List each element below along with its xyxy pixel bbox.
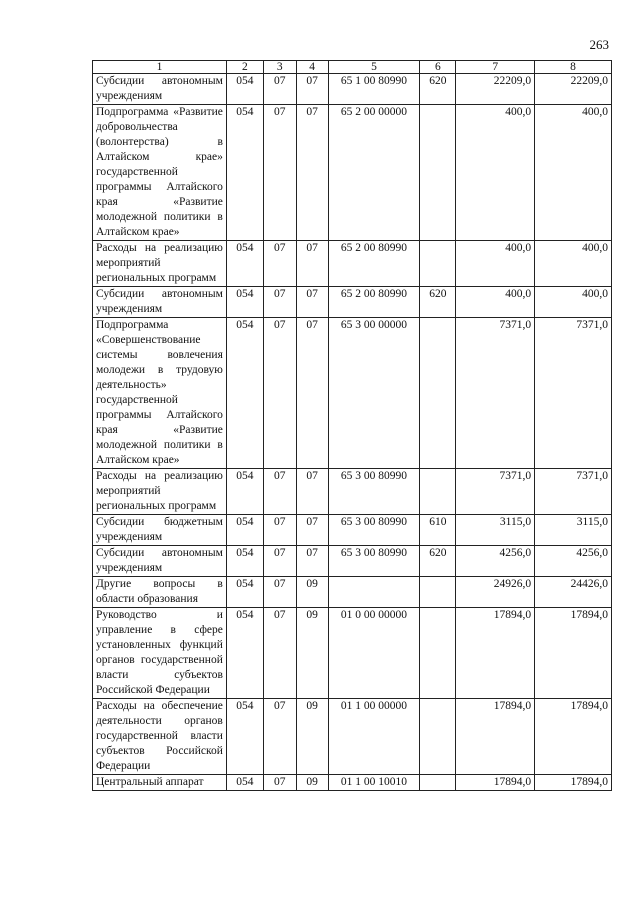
target-article-cell	[328, 577, 420, 608]
header-cell: 2	[226, 61, 263, 74]
amount-cell-col7: 400,0	[456, 105, 535, 241]
amount-cell-col8: 400,0	[535, 241, 612, 287]
table-row	[93, 515, 612, 546]
ministry-code-cell: 054	[226, 699, 263, 775]
amount-cell-col8: 400,0	[535, 287, 612, 318]
header-cell: 4	[296, 61, 328, 74]
section-cell: 07	[263, 546, 296, 577]
table-row	[93, 699, 612, 775]
item-name-cell: Субсидии автономным учреждениям	[93, 546, 227, 577]
subsection-cell: 09	[296, 699, 328, 775]
ministry-code-cell: 054	[226, 515, 263, 546]
item-name-cell: Расходы на реализацию мероприятий региональных программ	[93, 469, 227, 515]
expense-type-cell	[420, 469, 456, 515]
item-name-cell: Расходы на реализацию мероприятий региональных программ	[93, 241, 227, 287]
amount-cell-col8: 3115,0	[535, 515, 612, 546]
subsection-cell: 07	[296, 469, 328, 515]
expense-type-cell: 620	[420, 287, 456, 318]
amount-cell-col8: 24426,0	[535, 577, 612, 608]
budget-table	[92, 60, 612, 791]
amount-cell-col7: 7371,0	[456, 469, 535, 515]
subsection-cell: 07	[296, 105, 328, 241]
target-article-cell: 65 2 00 00000	[328, 105, 420, 241]
subsection-cell: 07	[296, 318, 328, 469]
expense-type-cell	[420, 241, 456, 287]
expense-type-cell	[420, 775, 456, 791]
section-cell: 07	[263, 74, 296, 105]
ministry-code-cell: 054	[226, 74, 263, 105]
target-article-cell: 01 0 00 00000	[328, 608, 420, 699]
item-name-cell: Подпрограмма «Совершенствование системы вовлечения молодежи в трудовую деятельность» государственной программы Алтайского края «Развитие молодежной политики в Алтайском крае»	[93, 318, 227, 469]
amount-cell-col7: 24926,0	[456, 577, 535, 608]
ministry-code-cell: 054	[226, 546, 263, 577]
amount-cell-col8: 400,0	[535, 105, 612, 241]
subsection-cell: 07	[296, 287, 328, 318]
ministry-code-cell: 054	[226, 469, 263, 515]
amount-cell-col8: 7371,0	[535, 469, 612, 515]
header-cell: 1	[93, 61, 227, 74]
subsection-cell: 09	[296, 775, 328, 791]
expense-type-cell	[420, 105, 456, 241]
amount-cell-col8: 7371,0	[535, 318, 612, 469]
amount-cell-col8: 17894,0	[535, 608, 612, 699]
expense-type-cell: 610	[420, 515, 456, 546]
target-article-cell: 65 3 00 00000	[328, 318, 420, 469]
section-cell: 07	[263, 775, 296, 791]
item-name-cell: Центральный аппарат	[93, 775, 227, 791]
section-cell: 07	[263, 241, 296, 287]
table-row	[93, 608, 612, 699]
header-cell: 6	[420, 61, 456, 74]
header-cell: 7	[456, 61, 535, 74]
table-row	[93, 105, 612, 241]
ministry-code-cell: 054	[226, 577, 263, 608]
section-cell: 07	[263, 515, 296, 546]
amount-cell-col7: 7371,0	[456, 318, 535, 469]
item-name-cell: Подпрограмма «Развитие добровольчества (волонтерства) в Алтайском крае» государственной программы Алтайского края «Развитие молодежной политики в Алтайском крае»	[93, 105, 227, 241]
target-article-cell: 01 1 00 00000	[328, 699, 420, 775]
ministry-code-cell: 054	[226, 775, 263, 791]
header-cell: 5	[328, 61, 420, 74]
amount-cell-col7: 3115,0	[456, 515, 535, 546]
amount-cell-col8: 22209,0	[535, 74, 612, 105]
item-name-cell: Другие вопросы в области образования	[93, 577, 227, 608]
target-article-cell: 65 1 00 80990	[328, 74, 420, 105]
target-article-cell: 65 2 00 80990	[328, 241, 420, 287]
amount-cell-col7: 400,0	[456, 241, 535, 287]
expense-type-cell	[420, 699, 456, 775]
subsection-cell: 09	[296, 577, 328, 608]
ministry-code-cell: 054	[226, 287, 263, 318]
ministry-code-cell: 054	[226, 318, 263, 469]
item-name-cell: Субсидии автономным учреждениям	[93, 74, 227, 105]
amount-cell-col8: 17894,0	[535, 775, 612, 791]
subsection-cell: 07	[296, 74, 328, 105]
table-row	[93, 287, 612, 318]
header-cell: 3	[263, 61, 296, 74]
target-article-cell: 65 3 00 80990	[328, 469, 420, 515]
amount-cell-col8: 17894,0	[535, 699, 612, 775]
header-row	[93, 61, 612, 74]
table-row	[93, 577, 612, 608]
ministry-code-cell: 054	[226, 608, 263, 699]
expense-type-cell	[420, 577, 456, 608]
amount-cell-col7: 17894,0	[456, 699, 535, 775]
expense-type-cell	[420, 318, 456, 469]
amount-cell-col7: 17894,0	[456, 775, 535, 791]
amount-cell-col8: 4256,0	[535, 546, 612, 577]
ministry-code-cell: 054	[226, 105, 263, 241]
section-cell: 07	[263, 577, 296, 608]
amount-cell-col7: 400,0	[456, 287, 535, 318]
table-row	[93, 74, 612, 105]
amount-cell-col7: 4256,0	[456, 546, 535, 577]
table-row	[93, 775, 612, 791]
target-article-cell: 01 1 00 10010	[328, 775, 420, 791]
target-article-cell: 65 3 00 80990	[328, 546, 420, 577]
amount-cell-col7: 17894,0	[456, 608, 535, 699]
target-article-cell: 65 3 00 80990	[328, 515, 420, 546]
item-name-cell: Субсидии бюджетным учреждениям	[93, 515, 227, 546]
subsection-cell: 07	[296, 515, 328, 546]
item-name-cell: Субсидии автономным учреждениям	[93, 287, 227, 318]
expense-type-cell: 620	[420, 74, 456, 105]
table-row	[93, 318, 612, 469]
amount-cell-col7: 22209,0	[456, 74, 535, 105]
expense-type-cell: 620	[420, 546, 456, 577]
table-row	[93, 469, 612, 515]
page-number: 263	[589, 37, 609, 52]
target-article-cell: 65 2 00 80990	[328, 287, 420, 318]
section-cell: 07	[263, 699, 296, 775]
section-cell: 07	[263, 608, 296, 699]
table-row	[93, 241, 612, 287]
section-cell: 07	[263, 469, 296, 515]
subsection-cell: 07	[296, 241, 328, 287]
item-name-cell: Расходы на обеспечение деятельности органов государственной власти субъектов Российской Федерации	[93, 699, 227, 775]
section-cell: 07	[263, 318, 296, 469]
subsection-cell: 09	[296, 608, 328, 699]
table-row	[93, 546, 612, 577]
section-cell: 07	[263, 287, 296, 318]
expense-type-cell	[420, 608, 456, 699]
ministry-code-cell: 054	[226, 241, 263, 287]
subsection-cell: 07	[296, 546, 328, 577]
header-cell: 8	[535, 61, 612, 74]
item-name-cell: Руководство и управление в сфере установленных функций органов государственной власти субъектов Российской Федерации	[93, 608, 227, 699]
section-cell: 07	[263, 105, 296, 241]
